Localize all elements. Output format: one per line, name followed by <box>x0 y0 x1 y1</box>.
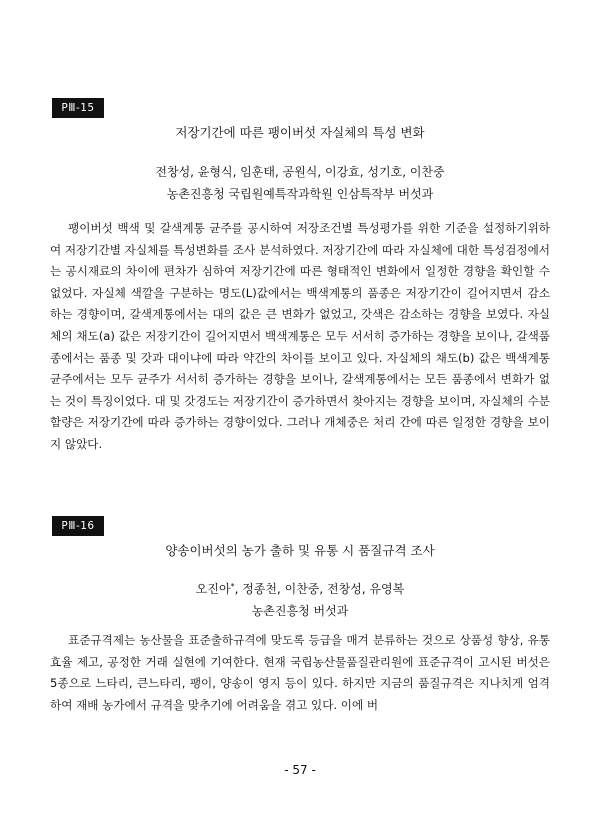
affiliation: 농촌진흥청 버섯과 <box>251 604 349 618</box>
section-tag: PⅢ-16 <box>52 516 104 536</box>
author-others: , 정종천, 이찬중, 전창성, 유영복 <box>234 582 405 596</box>
section-tag: PⅢ-15 <box>52 98 104 118</box>
page-number: - 57 - <box>284 763 316 777</box>
section-title: 양송이버섯의 농가 출하 및 유통 시 품질규격 조사 <box>165 543 435 558</box>
abstract-body: 팽이버섯 백색 및 갈색계통 균주를 공시하여 저장조건별 특성평가를 위한 기준을 설정하기위하여 저장기간별 자실체를 특성변화를 조사 분석하였다. 저장기간에 따라 자실체에 대한 특성검정에서는 공시재료의 차이에 편차가 심하여 저장기간에 따른 형태적인 변화에서 일정한 경향을 확인할 수 없었다. 자실체 색깔을 구분하는 명도(L)값에서는 백색계통의 품종은 저장기간이 길어지면서 감소하는 경향이며, 갈색계통에서는 대의 값은 큰 변화가 없었고, 갓색은 감소하는 경향을 보였다. 자실체의 채도(a) 값은 저장기간이 길어지면서 백색계통은 모두 서서히 증가하는 경향을 보이나, 갈색품종에서는 품종 및 갓과 대이냐에 따라 약간의 차이를 보이고 있다. 자실체의 채도(b) 값은 백색계통 균주에서는 모두 균주가 서서히 증가하는 경향을 보이나, 갈색계통에서는 모든 품종에서 변화가 없는 것이 특징이었다. 대 및 갓경도는 저장기간이 증가하면서 찾아지는 경향을 보이며, 자실체의 수분함량은 저장기간에 따라 증가하는 경향이었다. 그러나 개체중은 처리 간에 따른 일정한 경향을 보이지 않았다. <box>50 221 550 451</box>
author-list: 전창성, 윤형식, 임훈태, 공원식, 이강효, 성기호, 이찬중 <box>155 165 445 179</box>
corresponding-mark: * <box>230 582 235 591</box>
author-list <box>0 581 600 597</box>
affiliation: 농촌진흥청 국립원예특작과학원 인삼특작부 버섯과 <box>166 187 434 201</box>
abstract-body: 표준규격제는 농산물을 표준출하규격에 맞도록 등급을 매겨 분류하는 것으로 상품성 향상, 유통효율 제고, 공정한 거래 실현에 기여한다. 현재 국립농산물품질관리원에 표준규격이 고시된 버섯은 5종으로 느타리, 큰느타리, 팽이, 양송이 영지 등이 있다. 하지만 지금의 품질규격은 지나치게 엄격하여 재배 농가에서 규격을 맞추기에 어려움을 겪고 있다. 이에 버 <box>50 633 550 712</box>
author-first: 오진아 <box>195 582 231 596</box>
section-title: 저장기간에 따른 팽이버섯 자실체의 특성 변화 <box>175 125 425 140</box>
